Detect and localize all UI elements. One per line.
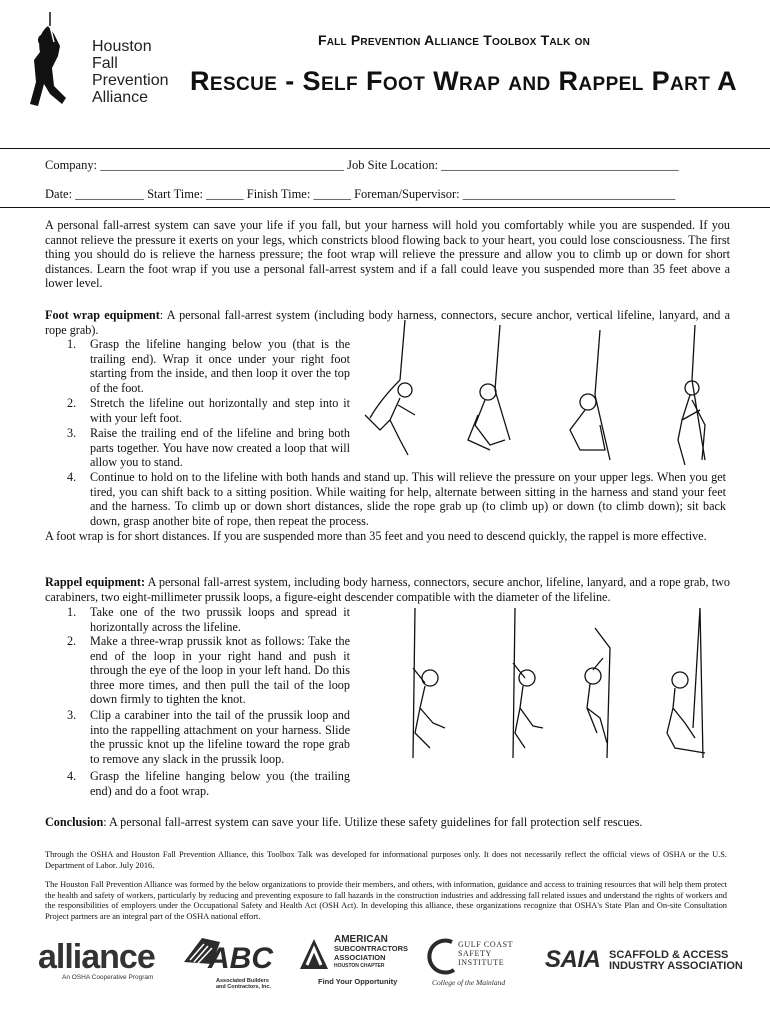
rappel-illustrations <box>375 608 735 768</box>
disclaimer-text: Through the OSHA and Houston Fall Prevention Alliance, this Toolbox Talk was developed for informational purposes only. It does not necessarily reflect the official views of OSHA or the U.S. Department of Labor. July 2016. <box>45 850 727 870</box>
saia-line: SCAFFOLD & ACCESS <box>609 949 729 961</box>
step-text: Take one of the two prussik loops and spread it horizontally across the lifeline. <box>90 605 350 634</box>
list-item <box>67 337 350 395</box>
rappel-heading: Rappel equipment: <box>45 575 146 589</box>
step-number: 2. <box>67 634 77 648</box>
saia-line: INDUSTRY ASSOCIATION <box>609 960 743 972</box>
step-text: Raise the trailing end of the lifeline and bring both parts together. You have now created a loop that will allow you to stand. <box>90 426 350 470</box>
foot-wrap-closing: A foot wrap is for short distances. If you are suspended more than 35 feet and you need to descend quickly, the rappel is more effective. <box>45 529 707 543</box>
step-number: 3. <box>67 426 77 440</box>
foot-wrap-heading: Foot wrap equipment <box>45 308 160 322</box>
logo-line: Prevention <box>92 72 169 89</box>
list-item <box>67 470 726 528</box>
asa-wordmark <box>334 935 408 971</box>
list-item <box>67 634 350 707</box>
arc-icon <box>422 936 458 976</box>
logo-line: Fall <box>92 55 118 72</box>
step-text: Grasp the lifeline hanging below you (that is the trailing end). Wrap it once under your right foot starting from the inside, and then loop it over the top of the foot. <box>90 337 350 395</box>
form-divider <box>0 207 770 208</box>
gcsi-line: SAFETY INSTITUTE <box>458 949 505 967</box>
abc-tagline-line: Associated Builders <box>216 978 269 984</box>
abc-logo <box>180 932 280 992</box>
asa-mark-icon <box>298 937 330 971</box>
logo-line: Alliance <box>92 89 149 106</box>
asa-tagline: Find Your Opportunity <box>318 977 398 986</box>
gulf-coast-safety-institute-logo <box>418 932 533 990</box>
college-of-the-mainland: College of the Mainland <box>432 978 506 987</box>
list-item <box>67 769 350 798</box>
foot-wrap-illustrations <box>360 320 735 470</box>
step-text: Make a three-wrap prussik knot as follows: Take the end of the loop in your right hand and push it through the eye of the loop in your left hand. Do this three more times, and then pull the tail of the loop down firmly to tighten the knot. <box>90 634 350 707</box>
step-number: 2. <box>67 396 77 410</box>
document-title: Rescue - Self Foot Wrap and Rappel Part A <box>190 66 738 96</box>
foot-wrap-intro: : A personal fall-arrest system (including body harness, connectors, secure anchor, vertical lifeline, lanyard, and a rope grab). <box>45 308 730 337</box>
step-text: Grasp the lifeline hanging below you (the trailing end) and do a foot wrap. <box>90 769 350 798</box>
alliance-about-text: The Houston Fall Prevention Alliance was formed by the below organizations to provide their members, and others, with information, guidance and access to training resources that will help them protect the health and safety of workers, particularly by reducing and preventing exposure to fall hazards in the construction industries and addressing fall related issues and understand the rights of workers and the responsibilities of employers under the Occupational Safety and Health Act (OSH Act). In developing this alliance, these organizations recognize that OSHA's State Plan and On-site Consultation Project partners are an integral part of the OSHA national effort. <box>45 880 727 921</box>
asa-line: ASSOCIATION <box>334 953 386 962</box>
logo-line: Houston <box>92 38 152 55</box>
saia-name <box>609 950 743 972</box>
logo-wordmark <box>92 38 169 106</box>
list-item <box>67 605 350 634</box>
asa-line: HOUSTON CHAPTER <box>334 963 385 969</box>
step-number: 3. <box>67 708 77 722</box>
company-field-line: Company: _______________________________________ Job Site Location: ______________________________________ <box>45 158 679 172</box>
step-text: Continue to hold on to the lifeline with both hands and stand up. This will relieve the pressure on your upper legs. When you get tired, you can shift back to a sitting position. While waiting for help, alternate between sitting in the harness and stand your feet and the harness. To climb up or down short distances, slide the rope grab up (to climb up) or down (to climb down); sit back down, grasp another bite of rope, then repeat the process. <box>90 470 726 528</box>
saia-wordmark: SAIA <box>545 946 601 973</box>
asa-line: SUBCONTRACTORS <box>334 944 409 953</box>
rappel-equipment <box>45 575 730 604</box>
list-item <box>67 396 350 425</box>
abc-wordmark: ABC <box>208 942 273 975</box>
step-number: 1. <box>67 605 77 619</box>
date-field-line: Date: ___________ Start Time: ______ Finish Time: ______ Foreman/Supervisor: __________________________________ <box>45 187 676 201</box>
asa-line: AMERICAN <box>334 934 388 945</box>
alliance-tagline: An OSHA Cooperative Program <box>62 974 154 981</box>
header-divider <box>0 148 770 149</box>
step-number: 4. <box>67 470 77 484</box>
saia-logo <box>545 946 743 980</box>
osha-alliance-logo <box>38 940 163 985</box>
list-item <box>67 426 350 470</box>
intro-paragraph: A personal fall-arrest system can save your life if you fall, but your harness will hold you comfortably while you are suspended. If you cannot relieve the pressure it exerts on your legs, which constricts blood flowing back to your heart, you could lose consciousness. The first thing you should do is relieve the harness pressure; the foot wrap will relieve the pressure and allow you to climb up or down for short distances. Learn the foot wrap if you use a personal fall-arrest system and if a fall could leave you suspended more than 35 feet above a lower level. <box>45 218 730 291</box>
gcsi-line: GULF COAST <box>458 940 514 949</box>
step-text: Clip a carabiner into the tail of the prussik loop and into the rappelling attachment on your harness. Slide the prussic knot up the lifeline toward the rope grab to remove any slack in the prussik loop. <box>90 708 350 766</box>
conclusion-text: : A personal fall-arrest system can save your life. Utilize these safety guidelines for fall protection self rescues. <box>103 815 643 829</box>
document-subtitle: Fall Prevention Alliance Toolbox Talk on <box>318 32 591 48</box>
rappel-intro: A personal fall-arrest system, including body harness, connectors, secure anchor, lifeline, lanyard, and a rope grab, two carabiners, two eight-millimeter prussik loops, a figure-eight descender compatible with the diameter of the lifeline. <box>45 575 730 604</box>
step-number: 4. <box>67 769 77 783</box>
gcsi-wordmark <box>458 940 533 967</box>
step-text: Stretch the lifeline out horizontally and step into it with your left foot. <box>90 396 350 425</box>
asa-logo <box>298 934 409 990</box>
list-item <box>67 708 350 766</box>
abc-tagline-line: and Contractors, Inc. <box>216 984 272 990</box>
abc-tagline <box>216 978 271 990</box>
conclusion-heading: Conclusion <box>45 815 104 829</box>
alliance-wordmark: alliance <box>38 938 155 976</box>
conclusion-paragraph <box>45 815 730 830</box>
step-number: 1. <box>67 337 77 351</box>
